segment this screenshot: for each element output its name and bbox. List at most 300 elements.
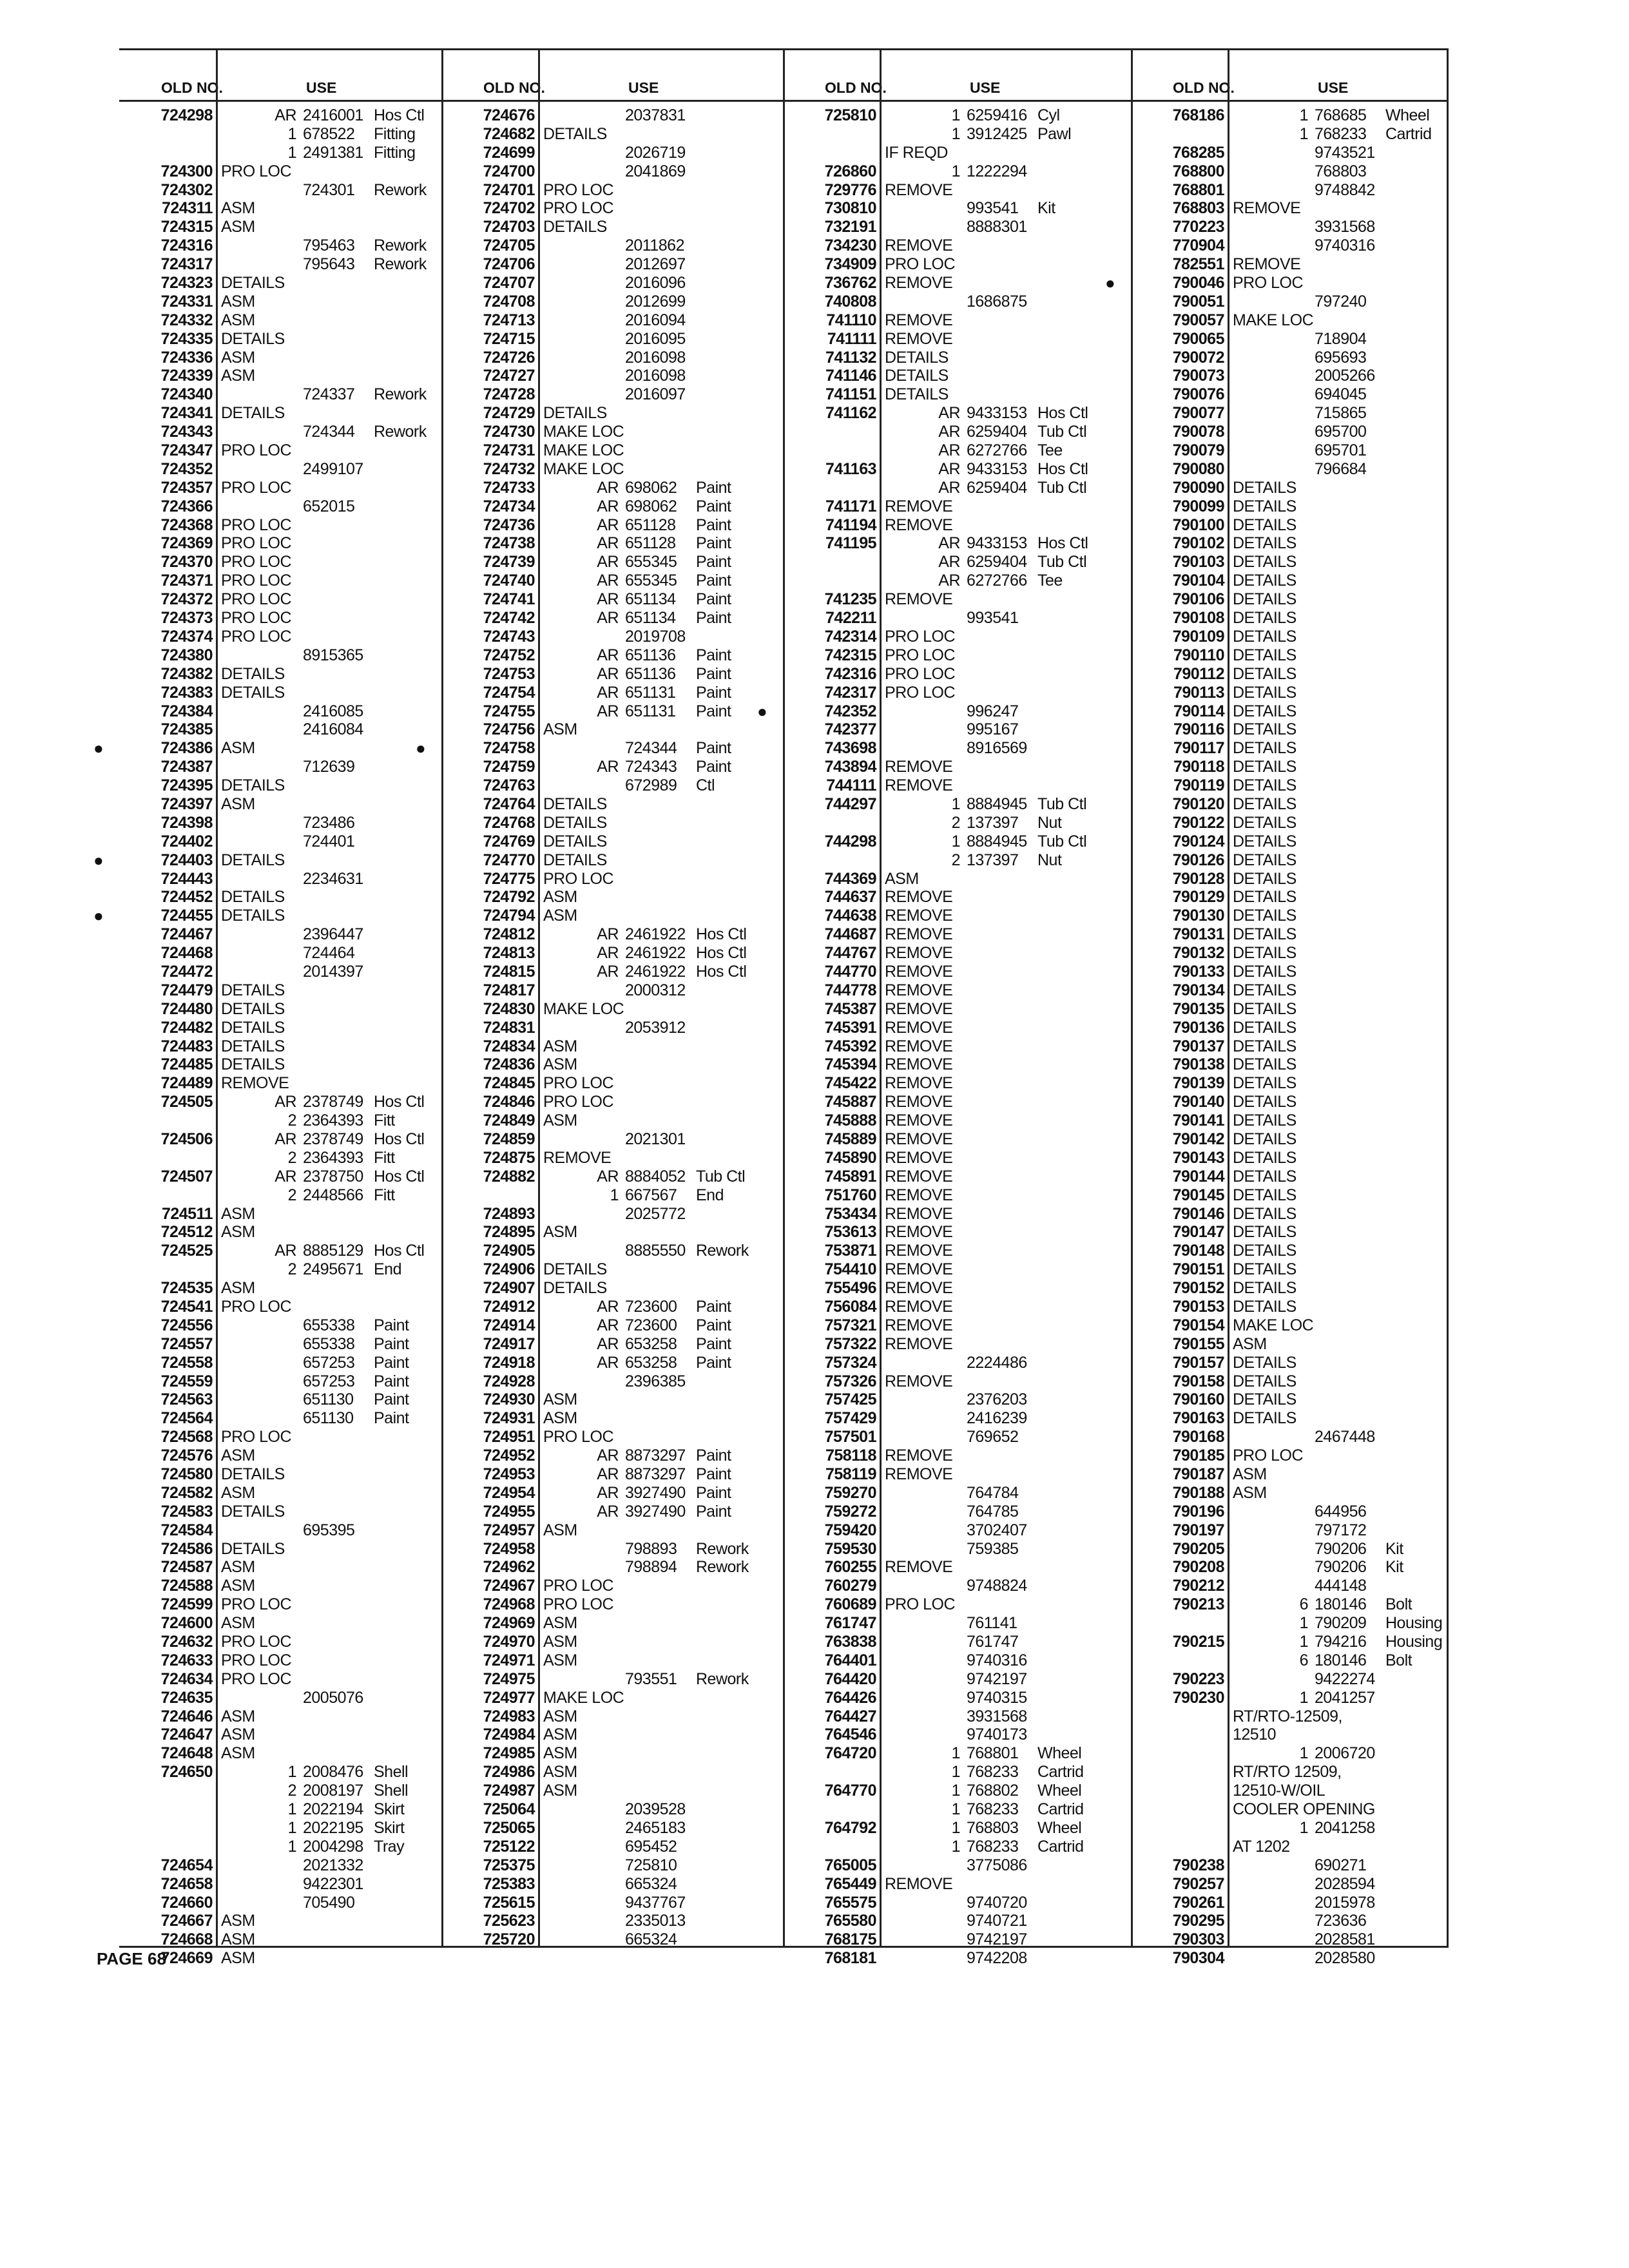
use-action: ASM bbox=[1233, 1465, 1267, 1484]
use-action: PRO LOC bbox=[885, 646, 956, 664]
table-row bbox=[783, 311, 1131, 330]
table-row bbox=[119, 1875, 441, 1894]
part-number: 9433153 bbox=[967, 459, 1027, 478]
use-action: DETAILS bbox=[543, 850, 607, 869]
use-action: PRO LOC bbox=[221, 572, 292, 590]
use-action: DETAILS bbox=[221, 1465, 285, 1484]
old-number: 724357 bbox=[160, 478, 213, 497]
table-row bbox=[441, 1130, 783, 1149]
quantity: AR bbox=[938, 441, 960, 460]
old-number: 790126 bbox=[1172, 850, 1224, 869]
use-action: REMOVE bbox=[885, 907, 953, 925]
part-number: 2039528 bbox=[625, 1800, 686, 1819]
old-number: 770904 bbox=[1172, 236, 1224, 255]
use-action: DETAILS bbox=[885, 385, 949, 404]
old-number: 724468 bbox=[160, 944, 213, 963]
table-row bbox=[1131, 367, 1447, 385]
table-row bbox=[441, 1595, 783, 1614]
table-row bbox=[1131, 1260, 1447, 1279]
use-header: USE bbox=[628, 79, 659, 96]
old-number: 724479 bbox=[160, 981, 213, 999]
old-number: 790112 bbox=[1173, 664, 1224, 683]
use-action: REMOVE bbox=[885, 1372, 953, 1390]
part-number: 9433153 bbox=[967, 404, 1027, 423]
table-row bbox=[119, 572, 441, 590]
table-row bbox=[441, 349, 783, 367]
old-number: 724952 bbox=[483, 1446, 535, 1465]
part-number: 2364393 bbox=[303, 1148, 363, 1167]
table-row bbox=[1131, 739, 1447, 758]
old-number: 768175 bbox=[824, 1930, 876, 1949]
part-number: 651134 bbox=[625, 609, 676, 628]
table-row bbox=[119, 646, 441, 665]
table-row bbox=[1105, 273, 1447, 293]
old-number: 724930 bbox=[483, 1390, 535, 1409]
part-description: Tray bbox=[374, 1837, 405, 1856]
old-number: 726860 bbox=[824, 162, 876, 180]
table-row bbox=[441, 776, 783, 795]
old-number: 745890 bbox=[824, 1148, 876, 1167]
old-number: 724535 bbox=[160, 1279, 213, 1298]
part-number: 796684 bbox=[1315, 459, 1367, 478]
table-row bbox=[441, 1725, 783, 1744]
old-number: 790205 bbox=[1172, 1539, 1224, 1558]
table-row bbox=[1131, 404, 1447, 423]
old-number: 790046 bbox=[1172, 274, 1224, 293]
table-row bbox=[441, 404, 783, 423]
table-row bbox=[119, 720, 441, 739]
old-number: 741194 bbox=[825, 515, 876, 534]
table-row bbox=[441, 758, 783, 776]
part-number: 9748824 bbox=[967, 1577, 1027, 1595]
part-number: 9422274 bbox=[1315, 1669, 1375, 1688]
part-number: 2041869 bbox=[625, 162, 686, 180]
use-action: DETAILS bbox=[1233, 1204, 1296, 1223]
table-row bbox=[1131, 1875, 1447, 1894]
old-number: 724403 bbox=[160, 850, 213, 869]
old-number: 768801 bbox=[1172, 180, 1224, 199]
table-row bbox=[783, 1372, 1131, 1391]
use-action: REMOVE bbox=[1233, 255, 1301, 274]
use-action: DETAILS bbox=[1233, 1260, 1296, 1279]
table-row bbox=[1131, 1838, 1447, 1856]
use-action: ASM bbox=[543, 1037, 577, 1055]
table-row bbox=[441, 274, 783, 293]
old-number: 782551 bbox=[1172, 255, 1224, 274]
old-number: 764401 bbox=[824, 1651, 876, 1669]
part-number: 2378749 bbox=[303, 1129, 363, 1148]
table-row bbox=[119, 1074, 441, 1093]
table-row bbox=[783, 1558, 1131, 1577]
old-number: 790076 bbox=[1172, 385, 1224, 404]
old-number: 790104 bbox=[1172, 572, 1224, 590]
old-number: 790108 bbox=[1172, 609, 1224, 628]
part-number: 694045 bbox=[1315, 385, 1367, 404]
quantity: 1 bbox=[951, 794, 960, 813]
table-row bbox=[119, 1223, 441, 1242]
table-row bbox=[783, 1074, 1131, 1093]
table-row bbox=[441, 1782, 783, 1800]
old-number: 724731 bbox=[483, 441, 535, 460]
old-number: 724650 bbox=[160, 1763, 213, 1782]
old-number: 724740 bbox=[483, 572, 535, 590]
table-row bbox=[783, 888, 1131, 907]
old-number: 724568 bbox=[160, 1428, 213, 1446]
part-description: Bolt bbox=[1385, 1651, 1412, 1669]
old-number: 724895 bbox=[483, 1223, 535, 1242]
use-action: PRO LOC bbox=[885, 1595, 956, 1614]
bullet-marker-icon: ● bbox=[93, 738, 104, 758]
use-action: ASM bbox=[221, 348, 255, 367]
part-number: 2378750 bbox=[303, 1167, 363, 1186]
table-row bbox=[783, 385, 1131, 404]
table-row bbox=[1131, 181, 1447, 200]
old-number: 724373 bbox=[160, 609, 213, 628]
table-row bbox=[119, 293, 441, 311]
use-action: DETAILS bbox=[1233, 1353, 1296, 1372]
old-number: 753871 bbox=[824, 1242, 876, 1260]
part-number: 1222294 bbox=[967, 162, 1027, 180]
old-number: 741235 bbox=[824, 590, 876, 609]
use-action: DETAILS bbox=[1233, 1298, 1296, 1316]
use-action: ASM bbox=[543, 1223, 577, 1242]
table-row bbox=[783, 1800, 1131, 1819]
use-action: DETAILS bbox=[1233, 720, 1296, 739]
part-number: 652015 bbox=[303, 497, 355, 515]
use-action: PRO LOC bbox=[221, 478, 292, 497]
quantity: AR bbox=[597, 1298, 619, 1316]
old-number: 741171 bbox=[825, 497, 876, 515]
table-row bbox=[783, 776, 1131, 795]
table-row bbox=[1131, 1540, 1447, 1559]
old-number: 724315 bbox=[160, 218, 213, 236]
old-number: 724928 bbox=[483, 1372, 535, 1390]
table-row bbox=[1131, 1446, 1447, 1465]
old-number: 745888 bbox=[824, 1111, 876, 1130]
table-row bbox=[783, 1875, 1131, 1894]
part-number: 798894 bbox=[625, 1558, 677, 1577]
table-row bbox=[119, 125, 441, 144]
part-description: Cartrid bbox=[1037, 1763, 1084, 1782]
old-number: 724983 bbox=[483, 1707, 535, 1725]
table-row bbox=[441, 1875, 783, 1894]
old-number: 725720 bbox=[483, 1930, 535, 1949]
part-number: 3927490 bbox=[625, 1502, 686, 1521]
part-number: 678522 bbox=[303, 124, 355, 143]
use-action: DETAILS bbox=[543, 404, 607, 423]
part-number: 8873297 bbox=[625, 1465, 686, 1484]
table-row bbox=[1131, 1298, 1447, 1316]
table-row bbox=[441, 851, 783, 870]
part-number: 9433153 bbox=[967, 534, 1027, 553]
old-number: 790131 bbox=[1172, 925, 1224, 944]
quantity: 2 bbox=[287, 1782, 296, 1800]
row-list bbox=[93, 106, 441, 1968]
part-description: End bbox=[696, 1186, 724, 1204]
old-number: 790153 bbox=[1172, 1298, 1224, 1316]
part-number: 768233 bbox=[967, 1837, 1019, 1856]
table-row bbox=[441, 1707, 783, 1726]
table-row bbox=[441, 907, 783, 925]
use-action: REMOVE bbox=[885, 981, 953, 999]
part-number: 2041258 bbox=[1315, 1818, 1375, 1837]
table-row bbox=[783, 236, 1131, 255]
part-number: 9742208 bbox=[967, 1949, 1027, 1968]
old-number: 724957 bbox=[483, 1521, 535, 1539]
old-number: 724702 bbox=[483, 199, 535, 218]
table-row bbox=[441, 1205, 783, 1224]
use-action: PRO LOC bbox=[885, 664, 956, 683]
old-number: 724831 bbox=[483, 1018, 535, 1037]
table-row bbox=[119, 162, 441, 181]
quantity: AR bbox=[938, 423, 960, 441]
old-number: 759530 bbox=[824, 1539, 876, 1558]
use-action: DETAILS bbox=[1233, 609, 1296, 628]
part-number: 2364393 bbox=[303, 1111, 363, 1130]
old-number: 790139 bbox=[1172, 1074, 1224, 1093]
table-row bbox=[1131, 832, 1447, 851]
table-row bbox=[783, 274, 1131, 293]
use-action: REMOVE bbox=[885, 1129, 953, 1148]
use-action: DETAILS bbox=[1233, 1018, 1296, 1037]
use-action: ASM bbox=[221, 367, 255, 385]
table-row bbox=[119, 888, 441, 907]
part-number: 768803 bbox=[1315, 162, 1367, 180]
use-action: ASM bbox=[221, 1279, 255, 1298]
old-number: 741162 bbox=[825, 404, 876, 423]
part-description: Rework bbox=[374, 255, 427, 274]
table-row bbox=[1131, 1335, 1447, 1354]
part-description: Paint bbox=[696, 646, 731, 664]
use-action: DETAILS bbox=[1233, 776, 1296, 795]
use-action: DETAILS bbox=[1233, 888, 1296, 907]
table-row bbox=[441, 870, 783, 889]
old-number: 760279 bbox=[824, 1577, 876, 1595]
table-row bbox=[441, 255, 783, 274]
part-number: 6259404 bbox=[967, 478, 1027, 497]
table-row bbox=[441, 1279, 783, 1298]
part-number: 2495671 bbox=[303, 1260, 363, 1279]
old-number: 790140 bbox=[1172, 1093, 1224, 1111]
table-row bbox=[1131, 293, 1447, 311]
part-description: Pawl bbox=[1037, 124, 1072, 143]
table-row bbox=[441, 1316, 783, 1335]
part-number: 768233 bbox=[967, 1800, 1019, 1819]
use-action: REMOVE bbox=[221, 1074, 289, 1093]
quantity: AR bbox=[597, 702, 619, 720]
table-row bbox=[783, 1316, 1131, 1335]
quantity: AR bbox=[597, 478, 619, 497]
part-description: Kit bbox=[1037, 199, 1055, 218]
use-action: DETAILS bbox=[1233, 646, 1296, 664]
quantity: 1 bbox=[287, 1800, 296, 1819]
old-number: 764420 bbox=[824, 1669, 876, 1688]
part-number: 790209 bbox=[1315, 1614, 1367, 1633]
table-row bbox=[1131, 497, 1447, 516]
table-row bbox=[441, 1744, 783, 1763]
use-action: DETAILS bbox=[1233, 832, 1296, 850]
table-row bbox=[119, 1838, 441, 1856]
old-number: 768803 bbox=[1172, 199, 1224, 218]
part-description: Nut bbox=[1037, 850, 1062, 869]
old-number: 724836 bbox=[483, 1055, 535, 1074]
old-number: 745394 bbox=[824, 1055, 876, 1074]
table-row bbox=[441, 1111, 783, 1130]
old-number: 764720 bbox=[824, 1744, 876, 1763]
part-number: 2461922 bbox=[625, 962, 686, 981]
use-action: DETAILS bbox=[1233, 1037, 1296, 1055]
old-number: 724713 bbox=[483, 311, 535, 329]
quantity: 1 bbox=[951, 162, 960, 180]
part-number: 2012699 bbox=[625, 292, 686, 311]
old-number: 724962 bbox=[483, 1558, 535, 1577]
table-row bbox=[119, 1335, 441, 1354]
table-row bbox=[119, 1744, 441, 1763]
part-description: Skirt bbox=[374, 1818, 405, 1837]
part-number: 995167 bbox=[967, 720, 1019, 739]
use-action: ASM bbox=[543, 907, 577, 925]
column-header bbox=[1131, 48, 1447, 102]
old-number: 724971 bbox=[483, 1651, 535, 1669]
old-number: 724323 bbox=[160, 274, 213, 293]
table-row bbox=[119, 1465, 441, 1484]
bullet-marker-icon: ● bbox=[416, 738, 426, 758]
old-number: 790230 bbox=[1172, 1688, 1224, 1707]
use-action: REMOVE bbox=[885, 1558, 953, 1577]
part-description: Paint bbox=[696, 590, 731, 609]
part-number: 723486 bbox=[303, 813, 355, 832]
part-description: Tee bbox=[1037, 572, 1063, 590]
table-row bbox=[1131, 925, 1447, 944]
old-number: 744369 bbox=[824, 869, 876, 888]
use-header: USE bbox=[1318, 79, 1349, 96]
quantity: 1 bbox=[1299, 1744, 1308, 1763]
table-row bbox=[783, 1670, 1131, 1689]
old-number: 742314 bbox=[824, 627, 876, 646]
use-action: REMOVE bbox=[885, 1148, 953, 1167]
part-number: 6259416 bbox=[967, 106, 1027, 124]
part-number: 2005076 bbox=[303, 1688, 363, 1707]
table-row bbox=[783, 1242, 1131, 1260]
old-number: 724845 bbox=[483, 1074, 535, 1093]
old-number: 744770 bbox=[824, 962, 876, 981]
table-row bbox=[1131, 963, 1447, 981]
old-number: 790143 bbox=[1172, 1148, 1224, 1167]
use-action: REMOVE bbox=[885, 758, 953, 776]
table-row bbox=[441, 1428, 783, 1446]
part-description: Wheel bbox=[1037, 1782, 1082, 1800]
table-row bbox=[783, 851, 1131, 870]
quantity: AR bbox=[597, 553, 619, 572]
old-number: 743698 bbox=[824, 739, 876, 758]
table-row bbox=[783, 1521, 1131, 1540]
use-action: IF REQD bbox=[885, 143, 948, 162]
old-number: 724769 bbox=[483, 832, 535, 850]
part-number: 651130 bbox=[303, 1409, 354, 1428]
part-number: 993541 bbox=[967, 199, 1019, 218]
old-number: 724726 bbox=[483, 348, 535, 367]
part-number: 3702407 bbox=[967, 1521, 1027, 1539]
use-action: DETAILS bbox=[221, 776, 285, 795]
table-row bbox=[119, 1111, 441, 1130]
use-action: REMOVE bbox=[885, 1037, 953, 1055]
table-row bbox=[1131, 1651, 1447, 1670]
part-description: Hos Ctl bbox=[1037, 459, 1088, 478]
use-action: DETAILS bbox=[1233, 1148, 1296, 1167]
table-row bbox=[1131, 385, 1447, 404]
part-number: 6259404 bbox=[967, 553, 1027, 572]
table-row bbox=[783, 349, 1131, 367]
table-row bbox=[441, 125, 783, 144]
table-row bbox=[783, 1446, 1131, 1465]
use-action: ASM bbox=[221, 311, 255, 329]
table-row bbox=[783, 553, 1131, 572]
old-number: 724741 bbox=[483, 590, 535, 609]
table-row bbox=[1131, 106, 1447, 125]
part-number: 2016098 bbox=[625, 348, 686, 367]
use-action: DETAILS bbox=[1233, 590, 1296, 609]
table-row bbox=[783, 1819, 1131, 1838]
use-action: ASM bbox=[543, 1707, 577, 1725]
part-number: 8916569 bbox=[967, 739, 1027, 758]
use-action: REMOVE bbox=[885, 180, 953, 199]
quantity: AR bbox=[597, 646, 619, 664]
old-number: 757425 bbox=[824, 1390, 876, 1409]
table-row bbox=[783, 1223, 1131, 1242]
old-number: 724511 bbox=[161, 1204, 213, 1223]
use-action: DETAILS bbox=[221, 274, 285, 293]
part-number: 764784 bbox=[967, 1483, 1019, 1502]
old-number: 724834 bbox=[483, 1037, 535, 1055]
table-row bbox=[441, 1019, 783, 1037]
old-number: 724763 bbox=[483, 776, 535, 795]
table-row bbox=[119, 1949, 441, 1968]
quantity: AR bbox=[597, 1502, 619, 1521]
table-row bbox=[119, 1689, 441, 1707]
use-action: REMOVE bbox=[885, 1018, 953, 1037]
part-description: Tub Ctl bbox=[1037, 794, 1087, 813]
part-number: 993541 bbox=[967, 609, 1019, 628]
table-row bbox=[1131, 1168, 1447, 1186]
old-number: 724970 bbox=[483, 1633, 535, 1651]
use-action: REMOVE bbox=[885, 1279, 953, 1298]
old-number: 790295 bbox=[1172, 1912, 1224, 1930]
old-number: 741163 bbox=[825, 459, 876, 478]
part-number: 2008197 bbox=[303, 1782, 363, 1800]
part-number: 2012697 bbox=[625, 255, 686, 274]
part-number: 2224486 bbox=[967, 1353, 1027, 1372]
table-row bbox=[441, 1577, 783, 1595]
old-number: 724386 bbox=[160, 739, 213, 758]
use-action: DETAILS bbox=[885, 367, 949, 385]
use-action: PRO LOC bbox=[221, 1298, 292, 1316]
use-action: DETAILS bbox=[1233, 1242, 1296, 1260]
old-number: 790154 bbox=[1172, 1316, 1224, 1334]
part-number: 698062 bbox=[625, 478, 677, 497]
table-row bbox=[783, 1838, 1131, 1856]
table-row bbox=[119, 1614, 441, 1633]
table-row bbox=[119, 590, 441, 609]
quantity: 1 bbox=[1299, 124, 1308, 143]
use-action: DETAILS bbox=[221, 888, 285, 907]
use-action: AT 1202 bbox=[1233, 1837, 1290, 1856]
table-row bbox=[1131, 1484, 1447, 1503]
table-row bbox=[441, 1912, 783, 1930]
use-action: DETAILS bbox=[221, 1539, 285, 1558]
quantity: AR bbox=[597, 1465, 619, 1484]
old-number: 724300 bbox=[160, 162, 213, 180]
table-row bbox=[119, 1540, 441, 1559]
